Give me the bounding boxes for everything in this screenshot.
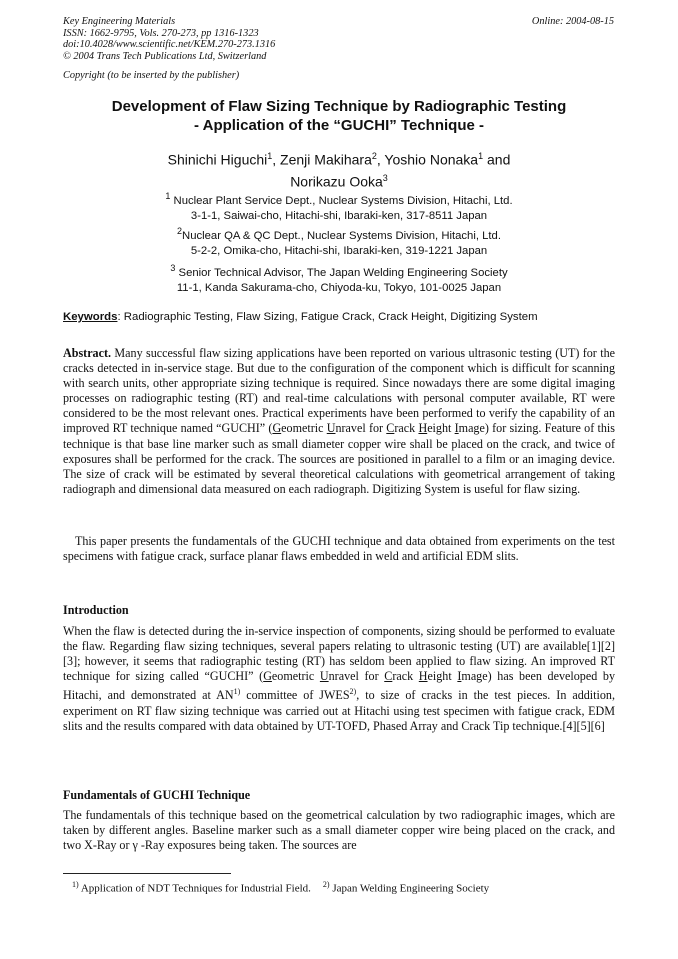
author-affiliation-mark: 2 <box>371 151 377 161</box>
abstract-paragraph-2: This paper presents the fundamentals of the GUCHI technique and data obtained from experiments on the test specimens with fatigue crack, surface planar flaws embedded in weld and artificial EDM slits. <box>63 534 615 564</box>
introduction-paragraph <box>63 624 615 734</box>
guchi-word: eight <box>427 669 458 684</box>
guchi-letter: U <box>319 669 329 684</box>
author-separator: and <box>483 151 511 168</box>
author-name: Yoshio Nonaka <box>384 151 479 168</box>
doi-line: doi:10.4028/www.scientific.net/KEM.270-273.1316 <box>63 39 276 50</box>
affiliation-dept: Nuclear QA & QC Dept., Nuclear Systems Division, Hitachi, Ltd. <box>182 229 501 242</box>
abstract-label: Abstract. <box>63 346 112 360</box>
abstract-paragraph <box>63 346 615 497</box>
online-date: Online: 2004-08-15 <box>531 16 614 27</box>
author-affiliation-mark: 1 <box>267 151 273 161</box>
guchi-letter: C <box>386 421 395 436</box>
guchi-letter: I <box>454 421 459 436</box>
affiliation-3 <box>60 261 618 296</box>
affiliation-number: 3 <box>170 263 176 273</box>
guchi-word: mage <box>458 421 485 436</box>
guchi-letter: C <box>384 669 393 684</box>
affiliation-2 <box>60 224 618 259</box>
section-heading-fundamentals: Fundamentals of GUCHI Technique <box>63 788 251 802</box>
affiliation-dept: Nuclear Plant Service Dept., Nuclear Systems Division, Hitachi, Ltd. <box>173 194 513 207</box>
intro-text: When the flaw is detected during the in-service inspection of components, sizing should be performed to evaluate the flaw. Regarding flaw sizing techniques, several papers relating to ultrasonic testing (UT) are available[1][2][3]; however, it seems that radiographic testing (RT) has seldom been applied to flaw sizing. An improved RT technique for sizing called “GUCHI” ( <box>63 624 615 684</box>
guchi-word: eometric <box>281 421 327 436</box>
footnote-mark: 1) <box>72 880 79 889</box>
intro-text: ) has been developed by Hitachi, and demonstrated at AN <box>63 669 615 703</box>
guchi-word: nravel for <box>328 669 385 684</box>
guchi-letter: I <box>457 669 462 684</box>
title-line-1: Development of Flaw Sizing Technique by Radiographic Testing <box>111 98 567 115</box>
guchi-letter: H <box>418 421 428 436</box>
publisher-line: © 2004 Trans Tech Publications Ltd, Switzerland <box>63 50 267 62</box>
intro-text: , to size of cracks in the test pieces. In addition, experiment on RT flaw sizing technique was carried out at Hitachi using test specimen with fatigue crack, EDM slits and the results compared with data obtained by UT-TOFD, Phased Array and Crack Tip technique.[4][5][6] <box>63 688 615 733</box>
author-name: Zenji Makihara <box>280 151 372 168</box>
footnote-mark: 2) <box>322 880 330 889</box>
fundamentals-paragraph: The fundamentals of this technique based on the geometrical calculation by two radiographic images, which are taken by different angles. Baseline marker such as a small diameter copper wire being placed on the crack, and two X-Ray or γ -Ray exposures being taken. The sources are <box>63 808 615 853</box>
title-line-2: - Application of the “GUCHI” Technique - <box>194 117 484 134</box>
affiliation-address: 5-2-2, Omika-cho, Hitachi-shi, Ibaraki-ken, 319-1221 Japan <box>190 244 488 257</box>
affiliation-address: 11-1, Kanda Sakurama-cho, Chiyoda-ku, Tokyo, 101-0025 Japan <box>176 281 502 294</box>
copyright-note: Copyright (to be inserted by the publisher) <box>63 70 240 81</box>
keywords-text: Radiographic Testing, Flaw Sizing, Fatigue Crack, Crack Height, Digitizing System <box>120 311 538 323</box>
author-list <box>60 147 618 190</box>
footnote-ref: 2) <box>349 687 357 697</box>
affiliation-dept: Senior Technical Advisor, The Japan Welding Engineering Society <box>178 266 508 279</box>
guchi-letter: H <box>418 669 428 684</box>
footnote-text: Japan Welding Engineering Society <box>329 882 490 895</box>
guchi-word: nravel for <box>335 421 387 436</box>
footnotes <box>72 880 489 895</box>
author-name: Shinichi Higuchi <box>167 151 268 168</box>
guchi-word: eight <box>427 421 455 436</box>
journal-name: Key Engineering Materials <box>63 16 176 27</box>
guchi-word: rack <box>392 669 419 684</box>
guchi-word: rack <box>394 421 419 436</box>
intro-text: committee of JWES <box>240 688 350 703</box>
footnote-text: Application of NDT Techniques for Industrial Field. <box>78 882 311 895</box>
paper-title <box>40 97 638 135</box>
guchi-word: mage <box>461 669 488 684</box>
issn-line: ISSN: 1662-9795, Vols. 270-273, pp 1316-1323 <box>63 27 259 39</box>
guchi-word: eometric <box>271 669 320 684</box>
affiliation-number: 1 <box>165 191 171 201</box>
affiliation-address: 3-1-1, Saiwai-cho, Hitachi-shi, Ibaraki-ken, 317-8511 Japan <box>190 209 488 222</box>
affiliation-number: 2 <box>177 226 183 236</box>
author-name: Norikazu Ooka <box>290 173 383 190</box>
author-affiliation-mark: 3 <box>382 172 388 183</box>
author-separator: , <box>272 151 281 168</box>
abstract-text: ) for sizing. Feature of this technique is that base line marker such as small diameter copper wire shall be placed on the crack, and twice of exposures shall be performed for the crack. The sources are positioned in parallel to a film or an imaging device. The size of crack will be estimated by several theoretical calculations with geometrical arrangement of taking radiograph and dimensional data measured on each radiograph. Digitizing System is useful for flaw sizing. <box>63 421 615 496</box>
footnote-divider <box>63 873 231 874</box>
journal-header <box>63 16 275 62</box>
section-heading-introduction: Introduction <box>63 603 129 617</box>
keywords-label: Keywords <box>63 311 118 323</box>
abstract-text: Many successful flaw sizing applications have been reported on various ultrasonic testing (UT) for the cracks detected in in-service stage. But due to the configuration of the component which is difficult for scanning with search units, other appropriate sizing technique is required. Since nowadays there are some digital imaging processes on radiographic testing (RT) and real-time calculations with personal computer available, RT were considered to be the most relevant ones. Practical experiments have been performed to verify the capability of an improved RT technique named “GUCHI” ( <box>63 346 615 436</box>
guchi-letter: U <box>326 421 336 436</box>
author-separator: , <box>376 151 385 168</box>
affiliation-1 <box>60 189 618 224</box>
footnote-ref: 1) <box>233 687 241 697</box>
guchi-letter: G <box>263 669 272 684</box>
author-affiliation-mark: 1 <box>478 151 484 161</box>
keywords-line <box>63 311 623 323</box>
keywords-colon: : <box>117 311 121 323</box>
guchi-letter: G <box>272 421 282 436</box>
